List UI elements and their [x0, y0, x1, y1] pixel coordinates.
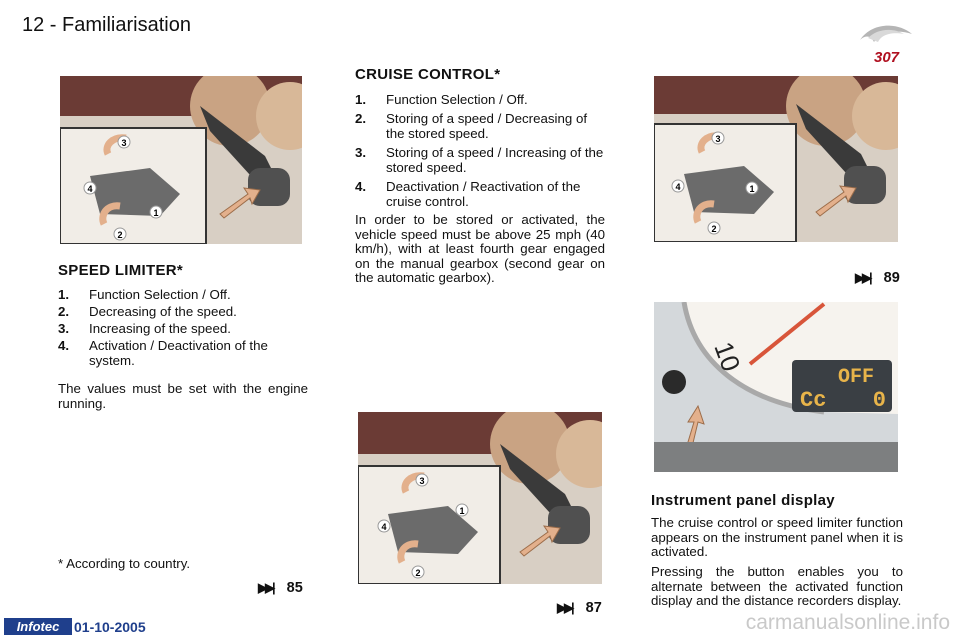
lcd-top: OFF [837, 366, 874, 389]
cruise-stalk-illustration-right [654, 76, 898, 242]
speed-limiter-heading: SPEED LIMITER* [58, 262, 184, 279]
list-item: 1. Function Selection / Off. [58, 287, 231, 302]
logo-text: 307 [874, 49, 900, 66]
page-ref-link[interactable]: ▶▶| 85 [258, 580, 303, 596]
infotec-logo: Infotec [4, 618, 72, 635]
lcd-left: Cc [800, 388, 827, 413]
list-item: 4. Activation / Deactivation of the system. [58, 338, 268, 368]
page-ref-link[interactable]: ▶▶| 87 [557, 600, 602, 616]
list-item: 4. Deactivation / Reactivation of the cruise control. [355, 179, 581, 209]
watermark: carmanualsonline.info [745, 611, 950, 634]
display-button [662, 370, 686, 394]
callout-1: 1 [153, 208, 159, 218]
callout-2: 2 [415, 568, 421, 578]
skip-forward-icon: ▶▶| [557, 600, 572, 615]
cruise-control-note: In order to be stored or activated, the vehicle speed must be above 25 mph (40 km/h), with at least fourth gear engaged on the manual gearbox (second gear on the automatic gearbox). [355, 212, 605, 285]
skip-forward-icon: ▶▶| [258, 580, 273, 595]
cruise-stalk-illustration-left [60, 76, 302, 244]
speed-limiter-note: The values must be set with the engine running. [58, 381, 308, 411]
callout-3: 3 [419, 476, 425, 486]
cruise-control-list [355, 92, 605, 211]
brand-logo [852, 20, 918, 66]
list-item: 2. Storing of a speed / Decreasing of the stored speed. [355, 111, 588, 141]
instrument-display-heading: Instrument panel display [651, 492, 835, 509]
svg-text:10: 10 [708, 337, 747, 376]
callout-4: 4 [381, 522, 387, 532]
footnote: * According to country. [58, 556, 191, 571]
footer-date: 01-10-2005 [74, 618, 146, 635]
list-item: 2. Decreasing of the speed. [58, 304, 237, 319]
callout-4: 4 [675, 182, 681, 192]
footer [4, 618, 146, 635]
page-title: 12 - Familiarisation [22, 14, 191, 36]
callout-2: 2 [711, 224, 717, 234]
cruise-stalk-illustration-middle [358, 412, 602, 584]
speed-limiter-list [58, 287, 308, 370]
callout-1: 1 [749, 184, 755, 194]
cruise-control-heading: CRUISE CONTROL* [355, 66, 501, 83]
callout-1: 1 [459, 506, 465, 516]
list-item: 3. Storing of a speed / Increasing of the stored speed. [355, 145, 604, 175]
list-item: 1. Function Selection / Off. [355, 92, 528, 107]
lcd-right: 0 [872, 388, 886, 413]
instrument-panel-illustration [654, 302, 898, 472]
skip-forward-icon: ▶▶| [855, 270, 870, 285]
callout-3: 3 [121, 138, 127, 148]
list-item: 3. Increasing of the speed. [58, 321, 231, 336]
instrument-display-para-1: The cruise control or speed limiter function appears on the instrument panel when it is activated. [651, 515, 903, 559]
callout-2: 2 [117, 230, 123, 240]
instrument-display-para-2: Pressing the button enables you to alternate between the activated function display and the distance recorders display. [651, 564, 903, 608]
callout-3: 3 [715, 134, 721, 144]
callout-4: 4 [87, 184, 93, 194]
page-ref-link[interactable]: ▶▶| 89 [855, 270, 900, 286]
